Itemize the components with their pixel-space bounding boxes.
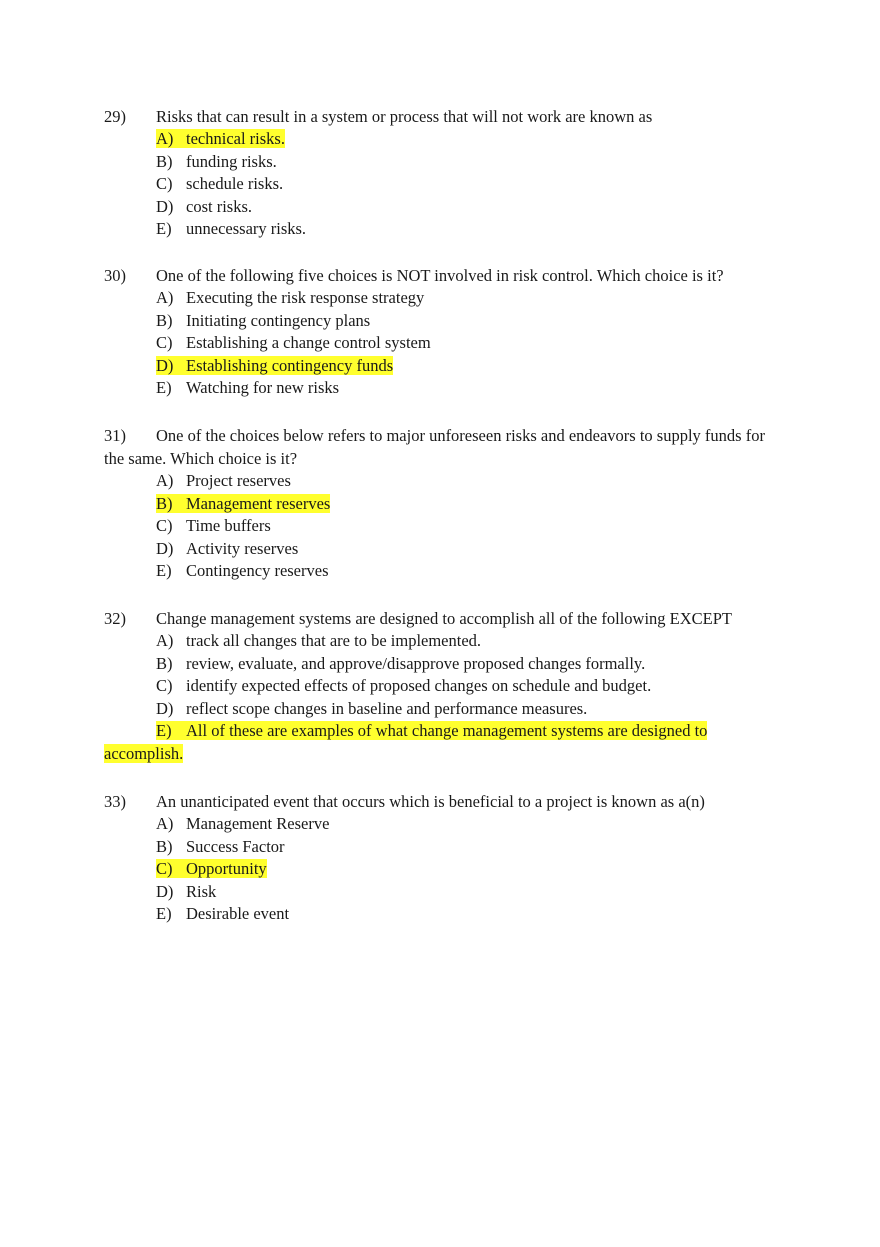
option-c (104, 858, 784, 881)
answer-highlight: B) Management reserves (156, 493, 331, 513)
question-number: 31) (104, 426, 126, 445)
question-number: 30) (104, 266, 126, 285)
question-text: An unanticipated event that occurs which is beneficial to a project is known as a(n) (156, 792, 705, 811)
question-text: One of the following five choices is NOT involved in risk control. Which choice is it? (156, 266, 724, 285)
option-d: D) reflect scope changes in baseline and performance measures. (156, 698, 588, 718)
option-a: A) Project reserves (156, 471, 291, 490)
option-e: E) Watching for new risks (156, 378, 340, 398)
question-stem (104, 264, 784, 287)
question-32 (104, 607, 784, 766)
answer-highlight: D) Establishing contingency funds (156, 355, 394, 375)
option-c: C) schedule risks. (156, 174, 284, 194)
question-text: Risks that can result in a system or process that will not work are known as (156, 107, 653, 126)
option-e (104, 720, 784, 765)
option-d: D) Activity reserves (156, 538, 299, 558)
option-e: E) Desirable event (156, 904, 290, 924)
answer-highlight: C) Opportunity (156, 859, 267, 879)
question-text: One of the choices below refers to major unforeseen risks and endeavors to supply funds for the same. Which choice is it? (104, 426, 765, 468)
question-stem (104, 105, 784, 128)
question-30 (104, 264, 784, 400)
question-31 (104, 424, 784, 583)
question-number: 33) (104, 792, 126, 811)
answer-highlight: E) All of these are examples of what change management systems are designed to accomplish. (104, 721, 708, 763)
question-number: 32) (104, 609, 126, 628)
question-stem (104, 790, 784, 813)
question-text: Change management systems are designed to accomplish all of the following EXCEPT (156, 609, 732, 628)
question-33 (104, 790, 784, 926)
option-c: C) Time buffers (156, 516, 271, 536)
question-number: 29) (104, 107, 126, 126)
question-stem (104, 607, 784, 630)
question-stem (104, 424, 784, 470)
option-e: E) Contingency reserves (156, 561, 329, 581)
option-a (104, 128, 784, 151)
option-d: D) cost risks. (156, 196, 252, 216)
option-e: E) unnecessary risks. (156, 219, 307, 239)
option-a: A) Management Reserve (156, 814, 330, 833)
option-d (104, 355, 784, 378)
option-d: D) Risk (156, 881, 217, 901)
option-a: A) track all changes that are to be implemented. (156, 631, 482, 650)
option-c: C) identify expected effects of proposed changes on schedule and budget. (156, 676, 652, 696)
question-29 (104, 105, 784, 241)
option-b: B) Initiating contingency plans (156, 310, 371, 330)
option-b: B) review, evaluate, and approve/disapprove proposed changes formally. (156, 653, 646, 673)
answer-highlight: A) technical risks. (156, 129, 285, 148)
option-c: C) Establishing a change control system (156, 333, 431, 353)
option-b (104, 493, 784, 516)
option-b: B) Success Factor (156, 836, 285, 856)
option-a: A) Executing the risk response strategy (156, 288, 425, 307)
option-b: B) funding risks. (156, 151, 277, 171)
